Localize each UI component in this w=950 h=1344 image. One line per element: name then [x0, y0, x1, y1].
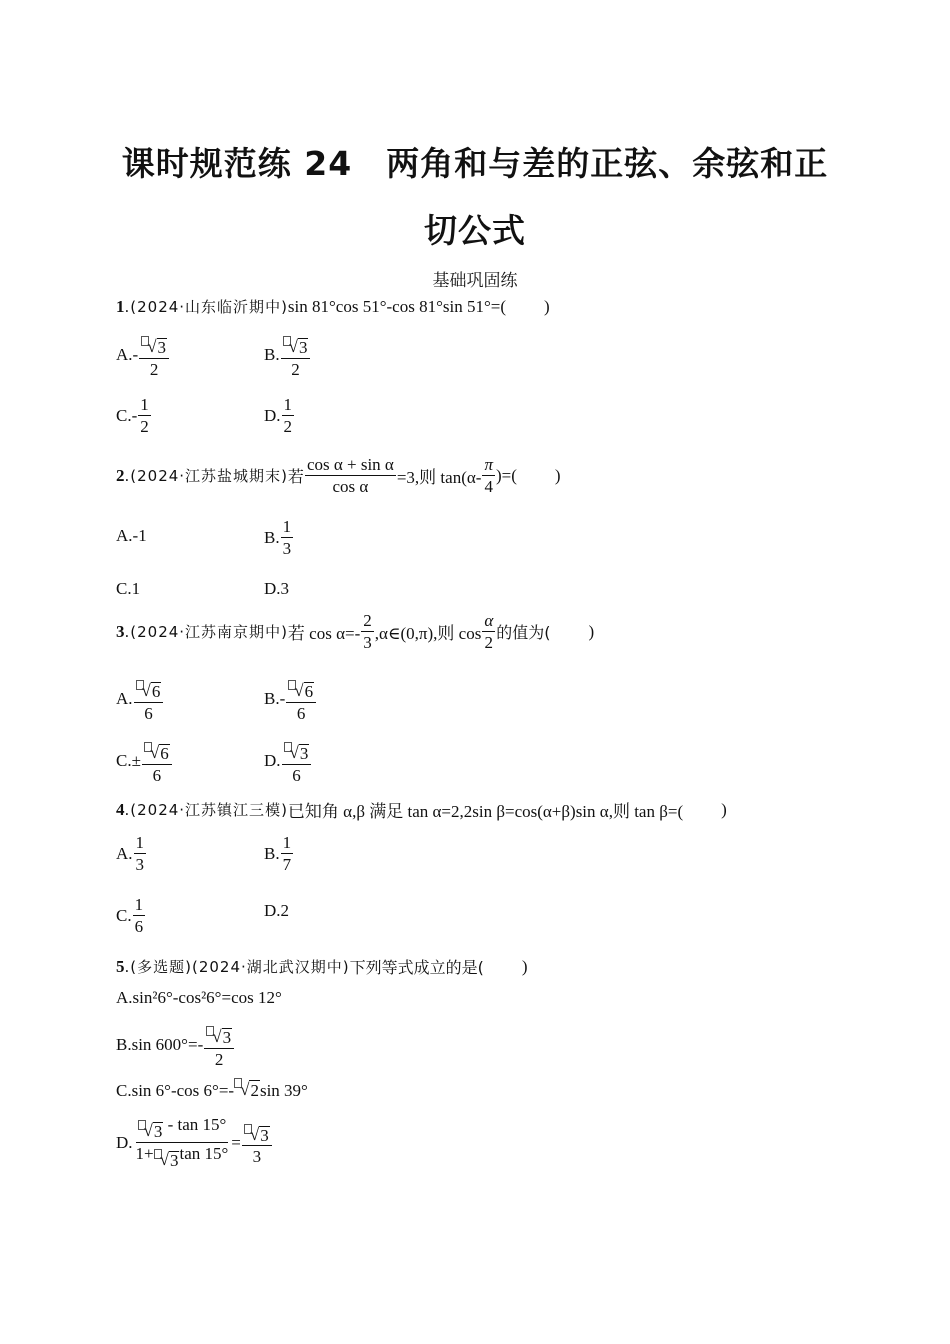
question-5 [116, 955, 528, 978]
denominator: cos α [332, 476, 369, 496]
option-a[interactable] [116, 526, 147, 546]
fraction [282, 396, 295, 436]
option-label: B. [264, 345, 280, 365]
option-label: B.- [264, 689, 286, 709]
option-d[interactable] [264, 901, 289, 921]
denominator: 2 [140, 416, 149, 436]
option-label: D.2 [264, 901, 290, 920]
denominator: 2 [214, 1049, 224, 1069]
fraction [361, 612, 374, 652]
option-a[interactable] [116, 676, 164, 723]
option-label: D. [116, 1132, 133, 1152]
numerator-tail: - tan 15° [167, 1115, 227, 1134]
question-source: .(多选题)(2024·湖北武汉期中) [124, 958, 350, 976]
question-source: .(2024·山东临沂期中) [124, 298, 288, 316]
option-c[interactable] [116, 896, 146, 936]
section-subtitle: 基础巩固练 [432, 271, 518, 291]
option-label: A.-1 [116, 526, 147, 545]
option-b[interactable] [264, 332, 311, 379]
option-text: A.sin²6°-cos²6°=cos 12° [116, 988, 282, 1007]
numerator: 1 [282, 833, 292, 852]
fraction: √ 3 2 [139, 332, 169, 379]
fraction: √ 3 2 [204, 1022, 234, 1069]
fraction: √ 3 - tan 15° 1+ √ 3 tan 15° [135, 1115, 229, 1170]
numerator: 1 [283, 395, 293, 414]
question-4 [116, 797, 727, 822]
numerator: cos α + sin α [306, 455, 394, 474]
option-d[interactable] [264, 579, 289, 599]
option-label: C.sin 6°-cos 6°=- [116, 1080, 235, 1100]
paren-close: ) [544, 296, 550, 316]
radicand: 3 [260, 1125, 269, 1145]
option-d[interactable] [264, 396, 295, 436]
fraction: √ 6 6 [134, 676, 164, 723]
alpha-symbol: α [484, 611, 494, 630]
denominator: 2 [484, 632, 494, 652]
option-label: D.3 [264, 579, 290, 598]
option-c[interactable]: C.sin 6°-cos 6°=- √ 2 sin 39° [116, 1080, 308, 1100]
radicand: 6 [151, 682, 161, 701]
option-c[interactable] [116, 738, 173, 785]
option-label: C.1 [116, 579, 141, 598]
radicand: 6 [160, 744, 169, 763]
stem-start: 若 cos α=- [287, 624, 361, 644]
option-label: C. [116, 905, 132, 925]
numerator: 2 [363, 611, 372, 630]
option-label: C.± [116, 751, 141, 771]
fraction [281, 518, 294, 558]
numerator: 1 [134, 895, 144, 914]
question-number: 2 [116, 465, 125, 485]
option-b[interactable] [264, 518, 294, 558]
option-label: A. [116, 689, 133, 709]
option-a[interactable] [116, 332, 170, 379]
fraction: √ 3 3 [242, 1120, 272, 1167]
page-title-line-2: 切公式 [424, 211, 526, 250]
option-label: C.- [116, 405, 138, 425]
denominator: 6 [296, 703, 306, 723]
denominator: 4 [484, 476, 493, 496]
denominator: 2 [283, 416, 293, 436]
option-label: D. [264, 751, 281, 771]
question-number: 1 [116, 296, 125, 316]
option-label: B. [264, 843, 280, 863]
denominator-head: 1+ [135, 1143, 154, 1163]
option-b[interactable] [116, 1022, 235, 1069]
fraction [482, 456, 495, 496]
question-number: 4 [116, 799, 125, 819]
stem-middle: =3,则 tan(α- [396, 468, 482, 488]
fraction [482, 612, 495, 652]
fraction [281, 834, 294, 874]
question-source: .(2024·江苏盐城期末) [124, 467, 288, 486]
radicand: 3 [153, 1122, 163, 1141]
pi-symbol: π [484, 455, 493, 474]
option-label: A. [116, 843, 133, 863]
fraction [138, 396, 151, 436]
radicand: 6 [304, 682, 314, 701]
denominator: 3 [135, 854, 145, 874]
page-title-line-1: 课时规范练 24 两角和与差的正弦、余弦和正 [121, 144, 829, 183]
question-stem: sin 81°cos 51°-cos 81°sin 51°=( [287, 296, 507, 316]
denominator: 3 [282, 538, 292, 558]
radicand: 3 [222, 1028, 232, 1047]
question-1 [116, 296, 550, 317]
fraction: √ 6 6 [286, 676, 316, 723]
option-label: A.- [116, 345, 139, 365]
option-c[interactable] [116, 396, 152, 436]
denominator: 2 [149, 359, 159, 379]
paren-close: ) [721, 799, 727, 819]
question-number: 3 [116, 621, 125, 641]
denominator: 3 [363, 632, 372, 652]
paren-close: ) [554, 465, 561, 485]
radicand: 3 [169, 1150, 179, 1170]
numerator: 1 [140, 395, 149, 414]
fraction: √ 3 6 [282, 738, 312, 785]
paren-close: ) [588, 621, 595, 641]
question-source: .(2024·江苏镇江三模) [124, 801, 288, 819]
paren-close: ) [521, 956, 528, 976]
denominator: 6 [152, 765, 162, 785]
radicand: 3 [157, 338, 167, 357]
question-source: .(2024·江苏南京期中) [124, 623, 288, 642]
radicand: 3 [298, 338, 308, 357]
stem-middle: ,α∈(0,π),则 cos [374, 624, 482, 644]
denominator: 6 [144, 703, 153, 723]
question-3 [116, 612, 594, 652]
fraction [133, 896, 146, 936]
denominator: 2 [291, 359, 300, 379]
option-b[interactable] [264, 676, 317, 723]
question-stem: 已知角 α,β 满足 tan α=2,2sin β=cos(α+β)sin α,则 tan β=( [287, 802, 684, 821]
radicand: 2 [250, 1081, 259, 1100]
equals-sign: = [231, 1132, 241, 1152]
denominator: 3 [252, 1147, 262, 1167]
fraction [305, 456, 396, 496]
denominator: 6 [134, 916, 144, 936]
option-label: D. [264, 405, 281, 425]
numerator: 1 [135, 833, 145, 852]
radicand: 3 [299, 744, 309, 763]
option-d[interactable] [116, 1116, 273, 1170]
option-d[interactable] [264, 738, 312, 785]
numerator: 1 [282, 517, 292, 536]
option-c[interactable] [116, 579, 140, 599]
option-label: B.sin 600°=- [116, 1035, 204, 1055]
denominator-tail: tan 15° [179, 1143, 229, 1163]
stem-tail: 的值为( [496, 623, 551, 643]
fraction: √ 3 2 [281, 332, 311, 379]
question-2 [116, 456, 561, 496]
fraction: √ 6 6 [142, 738, 172, 785]
text-ruo: 若 [287, 467, 304, 487]
option-a[interactable] [116, 834, 147, 874]
option-a[interactable] [116, 988, 282, 1008]
option-label: B. [264, 527, 280, 547]
option-b[interactable] [264, 834, 294, 874]
option-tail: sin 39° [259, 1080, 308, 1100]
question-stem: 下列等式成立的是( [349, 958, 484, 977]
question-number: 5 [116, 956, 125, 976]
stem-tail: )=( [495, 465, 517, 485]
fraction [134, 834, 147, 874]
denominator: 6 [292, 765, 301, 785]
denominator: 7 [282, 854, 292, 874]
